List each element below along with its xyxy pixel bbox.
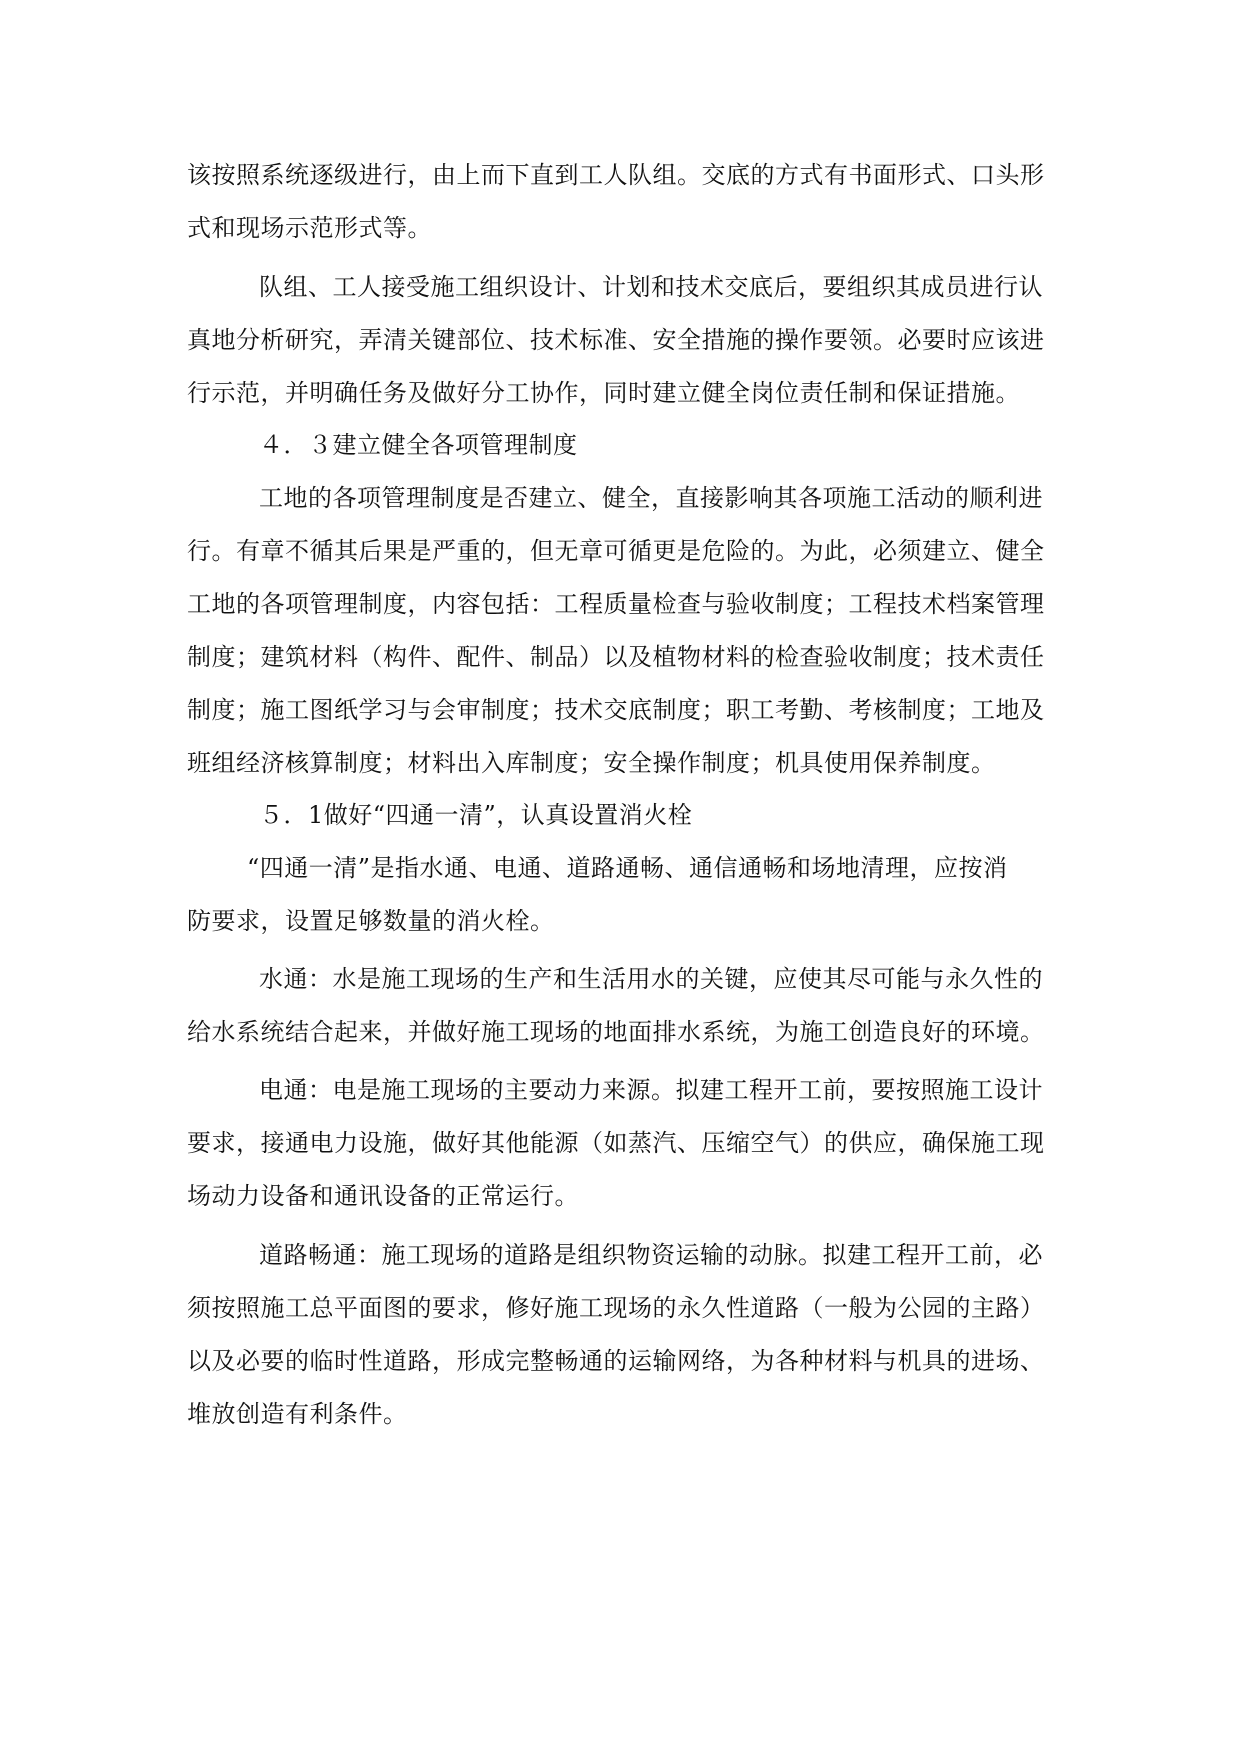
- text-line: 行示范，并明确任务及做好分工协作，同时建立健全岗位责任制和保证措施。: [187, 379, 1020, 407]
- text-line: 须按照施工总平面图的要求，修好施工现场的永久性道路（一般为公园的主路）: [187, 1294, 1045, 1322]
- text-line: 制度；施工图纸学习与会审制度；技术交底制度；职工考勤、考核制度；工地及: [187, 696, 1045, 724]
- text-line: 堆放创造有利条件。: [187, 1400, 408, 1428]
- text-line: 式和现场示范形式等。: [187, 214, 432, 242]
- paragraph-first-line: 道路畅通：施工现场的道路是组织物资运输的动脉。拟建工程开工前，必: [259, 1241, 1043, 1269]
- text-line: 场动力设备和通讯设备的正常运行。: [187, 1182, 579, 1210]
- paragraph-first-line: 队组、工人接受施工组织设计、计划和技术交底后，要组织其成员进行认: [259, 273, 1043, 301]
- section-heading: ５．1做好“四通一清”，认真设置消火栓: [259, 801, 693, 829]
- text-line: 该按照系统逐级进行，由上而下直到工人队组。交底的方式有书面形式、口头形: [187, 161, 1045, 189]
- paragraph-first-line: 工地的各项管理制度是否建立、健全，直接影响其各项施工活动的顺利进: [259, 484, 1043, 512]
- text-line: 真地分析研究，弄清关键部位、技术标准、安全措施的操作要领。必要时应该进: [187, 326, 1045, 354]
- text-line: 要求，接通电力设施，做好其他能源（如蒸汽、压缩空气）的供应，确保施工现: [187, 1129, 1045, 1157]
- text-line: 给水系统结合起来，并做好施工现场的地面排水系统，为施工创造良好的环境。: [187, 1018, 1045, 1046]
- text-line: 行。有章不循其后果是严重的，但无章可循更是危险的。为此，必须建立、健全: [187, 537, 1045, 565]
- paragraph-first-line: 水通：水是施工现场的生产和生活用水的关键，应使其尽可能与永久性的: [259, 965, 1043, 993]
- paragraph-first-line: “四通一清”是指水通、电通、道路通畅、通信通畅和场地清理，应按消: [247, 854, 1008, 882]
- text-line: 制度；建筑材料（构件、配件、制品）以及植物材料的检查验收制度；技术责任: [187, 643, 1045, 671]
- text-line: 工地的各项管理制度，内容包括：工程质量检查与验收制度；工程技术档案管理: [187, 590, 1045, 618]
- text-line: 以及必要的临时性道路，形成完整畅通的运输网络，为各种材料与机具的进场、: [187, 1347, 1045, 1375]
- text-line: 班组经济核算制度；材料出入库制度；安全操作制度；机具使用保养制度。: [187, 749, 996, 777]
- section-heading: ４．３建立健全各项管理制度: [259, 431, 578, 459]
- paragraph-first-line: 电通：电是施工现场的主要动力来源。拟建工程开工前，要按照施工设计: [259, 1076, 1043, 1104]
- text-line: 防要求，设置足够数量的消火栓。: [187, 907, 555, 935]
